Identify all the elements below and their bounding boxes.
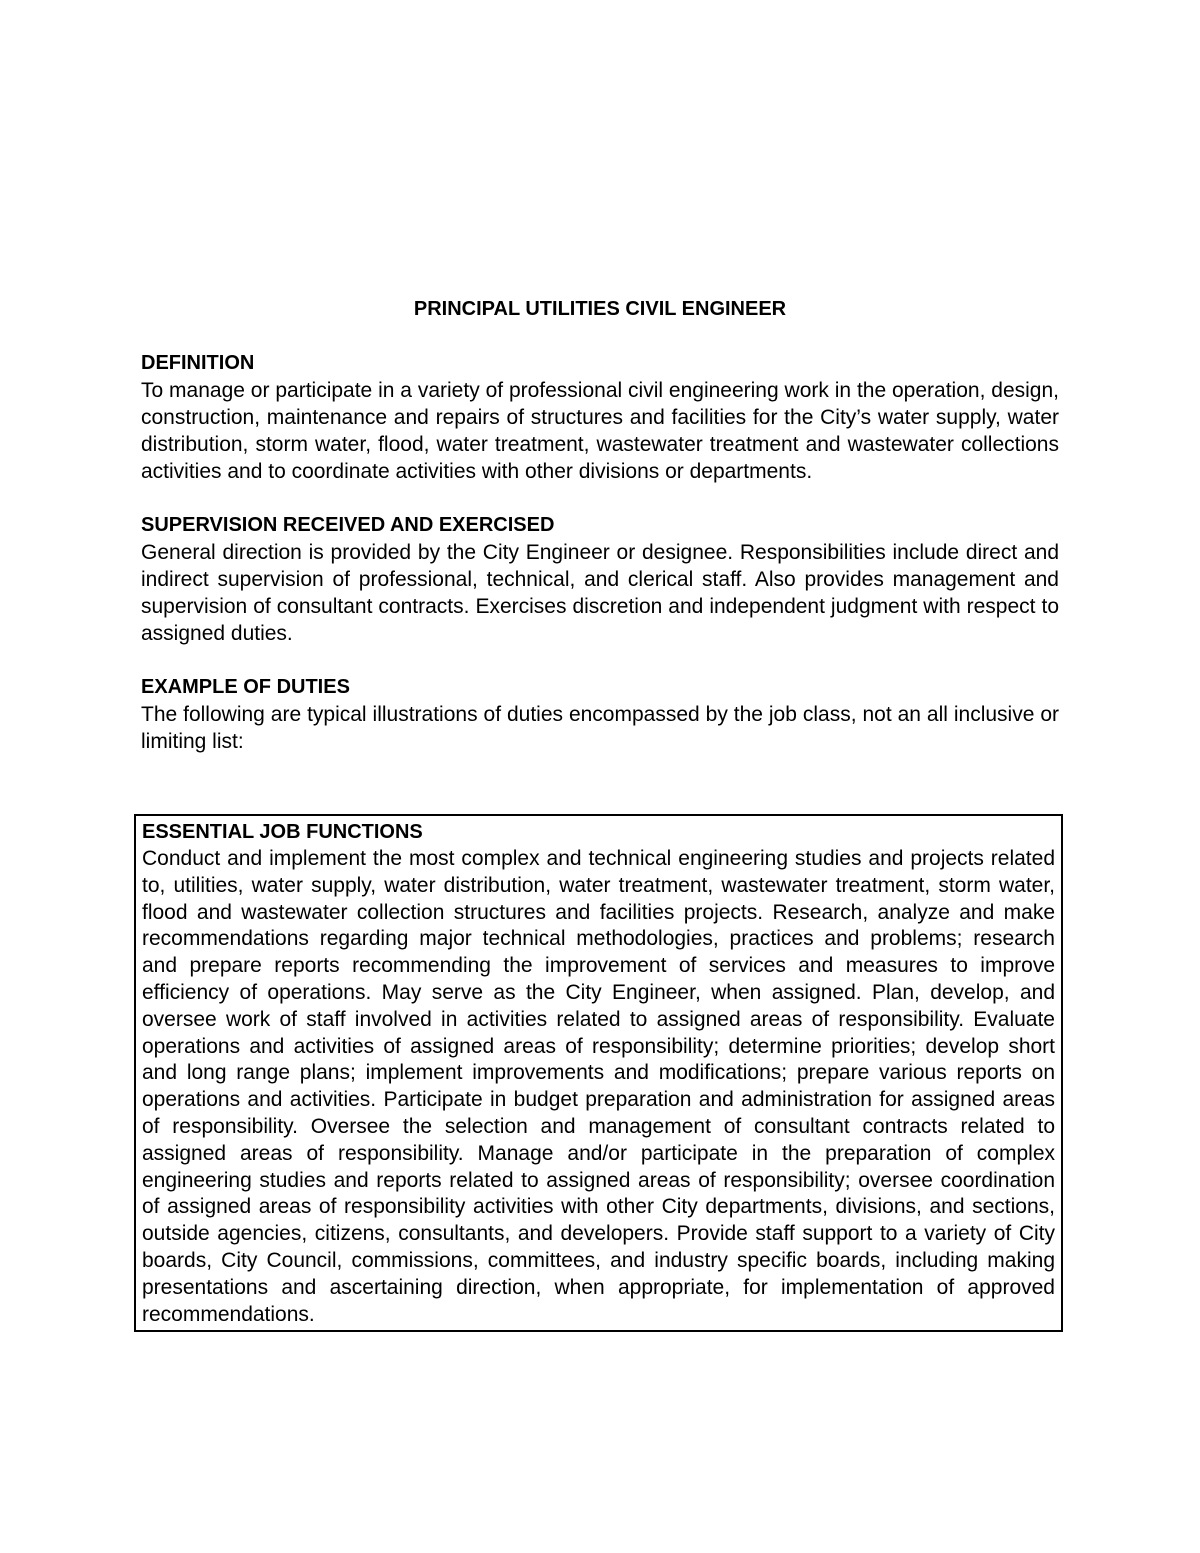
- example-duties-heading: EXAMPLE OF DUTIES: [141, 676, 350, 698]
- definition-section: [141, 350, 1059, 485]
- essential-functions-heading: ESSENTIAL JOB FUNCTIONS: [142, 821, 423, 843]
- essential-functions-text: Conduct and implement the most complex and technical engineering studies and projects related to, utilities, water supply, water distribution, water treatment, wastewater treatment, storm water, flood and wastewater collection structures and facilities projects. Research, analyze and make recommendations regarding major technical methodologies, practices and problems; research and prepare reports recommending the improvement of services and measures to improve efficiency of operations. May serve as the City Engineer, when assigned. Plan, develop, and oversee work of staff involved in activities related to assigned areas of responsibility. Evaluate operations and activities of assigned areas of responsibility; determine priorities; develop short and long range plans; implement improvements and modifications; prepare various reports on operations and activities. Participate in budget preparation and administration for assigned areas of responsibility. Oversee the selection and management of consultant contracts related to assigned areas of responsibility. Manage and/or participate in the preparation of complex engineering studies and reports related to assigned areas of responsibility; oversee coordination of assigned areas of responsibility activities with other City departments, divisions, and sections, outside agencies, citizens, consultants, and developers. Provide staff support to a variety of City boards, City Council, commissions, committees, and industry specific boards, including making presentations and ascertaining direction, when appropriate, for implementation of approved recommendations.: [142, 847, 1055, 1326]
- supervision-section: [141, 512, 1059, 647]
- definition-heading: DEFINITION: [141, 352, 255, 374]
- definition-text: To manage or participate in a variety of professional civil engineering work in the operation, design, construction, maintenance and repairs of structures and facilities for the City’s water supply, water distribution, storm water, flood, water treatment, wastewater treatment and wastewater collections activities and to coordinate activities with other divisions or departments.: [141, 379, 1059, 483]
- essential-functions-box: [134, 814, 1063, 1332]
- supervision-heading: SUPERVISION RECEIVED AND EXERCISED: [141, 514, 555, 536]
- example-duties-section: [141, 674, 1059, 755]
- document-title: PRINCIPAL UTILITIES CIVIL ENGINEER: [413, 298, 787, 320]
- example-duties-text: The following are typical illustrations of duties encompassed by the job class, not an all inclusive or limiting list:: [141, 703, 1059, 753]
- document-content: [141, 296, 1059, 782]
- supervision-text: General direction is provided by the City Engineer or designee. Responsibilities include direct and indirect supervision of professional, technical, and clerical staff. Also provides management and supervision of consultant contracts. Exercises discretion and independent judgment with respect to assigned duties.: [141, 541, 1059, 645]
